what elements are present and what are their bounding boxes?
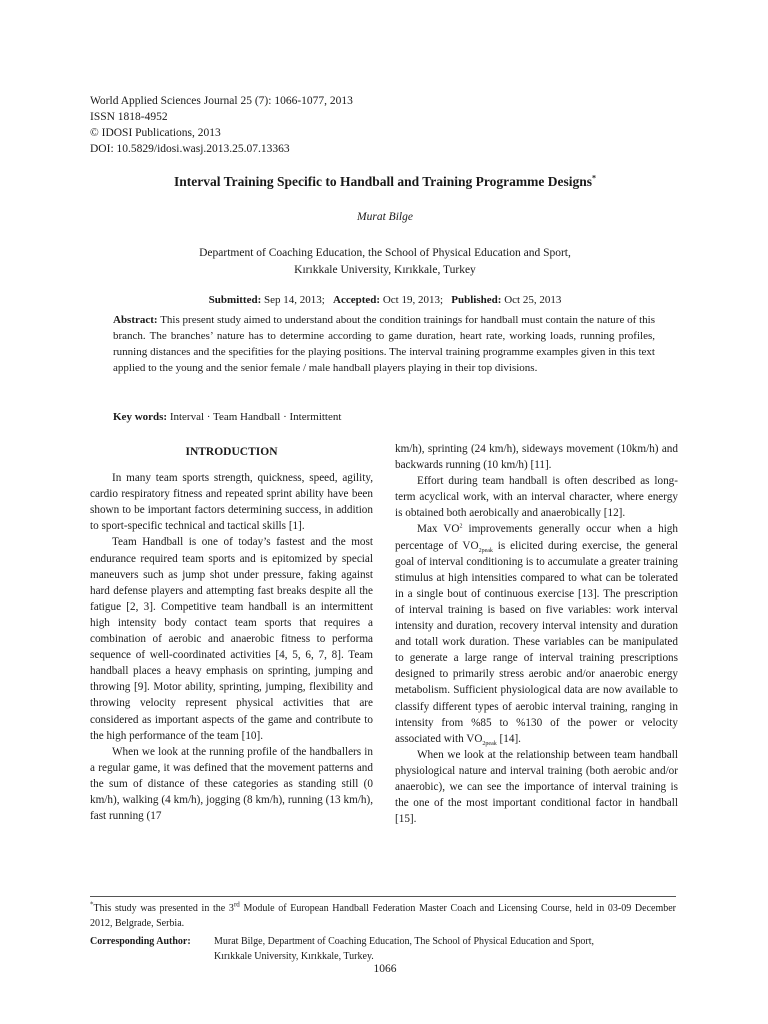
affiliation-line-2: Kırıkkale University, Kırıkkale, Turkey <box>294 264 476 276</box>
corresponding-author-label: Corresponding Author: <box>90 936 191 947</box>
keywords-label: Key words: <box>113 411 168 423</box>
footnote-superscript: rd <box>233 900 240 909</box>
abstract-text: This present study aimed to understand about the condition trainings for handball must contain the nature of this branch. The branches’ nature has to determine according to game duration, heart rate, working loads, running profiles, running distances and the specifities for the playing positions. The interval training programme examples given in this text applied to the young and the senior female / male handball players playing in their top divisions. <box>113 314 655 374</box>
left-column <box>90 441 373 824</box>
paper-title: Interval Training Specific to Handball and Training Programme Designs <box>173 174 593 189</box>
footnote-divider <box>90 896 676 897</box>
keywords-text: Interval · Team Handball · Intermittent <box>167 411 342 423</box>
published-date: Oct 25, 2013 <box>501 294 562 306</box>
paragraph: When we look at the running profile of the handballers in a regular game, it was defined that the movement patterns and the sum of distance of these categories as standing still (0 km/h), walking (4 km/h), jogging (8 km/h), running (13 km/h), fast running (17 <box>90 745 373 823</box>
author-name: Murat Bilge <box>357 211 413 223</box>
subscript: 2peak <box>478 547 493 554</box>
paragraph-vo2 <box>395 521 678 746</box>
publication-dates <box>90 294 680 306</box>
footnote-mark: * <box>90 900 94 909</box>
superscript: 2 <box>459 523 463 530</box>
corresponding-author-line-1: Murat Bilge, Department of Coaching Education, The School of Physical Education and Sport, <box>214 936 595 947</box>
abstract-label: Abstract: <box>113 314 158 326</box>
footnote-text: Module of European Handball Federation Master Coach and Licensing Course, held in 03-09 December 2012, Belgrade, Serbia. <box>90 903 676 929</box>
title-footnote-mark: * <box>592 173 597 183</box>
journal-citation: World Applied Sciences Journal 25 (7): 1066-1077, 2013 <box>90 95 353 107</box>
paragraph-continued: km/h), sprinting (24 km/h), sideways movement (10km/h) and backwards running (10 km/h) [11]. <box>395 443 678 472</box>
subscript: 2peak <box>482 740 497 747</box>
affiliation-line-1: Department of Coaching Education, the School of Physical Education and Sport, <box>199 247 571 259</box>
accepted-label: Accepted: <box>333 294 381 306</box>
submitted-date: Sep 14, 2013; <box>261 294 325 306</box>
right-column <box>395 441 678 827</box>
paragraph: When we look at the relationship between team handball physiological nature and interval training (both aerobic and/or anaerobic), we can see the importance of interval training is the one of the most important conditional factor in handball [15]. <box>395 748 678 826</box>
accepted-date: Oct 19, 2013; <box>380 294 444 306</box>
affiliation <box>90 245 680 279</box>
text-run: Max VO <box>417 523 460 536</box>
corresponding-author-line-2: Kırıkkale University, Kırıkkale, Turkey. <box>214 951 374 962</box>
paragraph: In many team sports strength, quickness, speed, agility, cardio respiratory fitness and repeated sprint ability have been shown to be important factors determining success, in addition to sport-specific technical and tactical skills [1]. <box>90 472 373 533</box>
submitted-label: Submitted: <box>208 294 262 306</box>
page-number: 1066 <box>373 963 397 975</box>
keywords <box>113 411 655 423</box>
paper-title-block <box>90 174 680 190</box>
footnote-text: This study was presented in the 3 <box>93 903 234 914</box>
footnote <box>90 901 676 931</box>
issn: ISSN 1818-4952 <box>90 111 168 123</box>
abstract <box>113 312 655 376</box>
corresponding-author <box>90 934 676 964</box>
journal-header <box>90 93 353 157</box>
doi: DOI: 10.5829/idosi.wasj.2013.25.07.13363 <box>90 143 290 155</box>
text-run: is elicited during exercise, the general goal of interval conditioning is to accumulate a greater training stimulus at high intensities compared to what can be tolerated in a single bout of continuous exercise [13]. The prescription of interval training is based on five variables: work interval intensity and duration, recovery interval intensity and duration and totall work duration. These variables can be manipulated to generate a large range of interval training prescriptions designed to primarily stress aerobic and/or anaerobic energy metabolism. Sufficient physiological data are now available to classify different types of aerobic interval training, ranging in intensity from %85 to %130 of the power or velocity associated with VO <box>395 539 679 745</box>
paragraph: Team Handball is one of today’s fastest and the most endurance required team sports and is epitomized by special maneuvers such as jump shot under pressure, faking against hard defense players and attempting fast breaks despite all the fatigue [2, 3]. Competitive team handball is an intermittent high intensity body contact team sports that requires a combination of aerobic and anaerobic fitness to performa sequence of well-coordinated activities [4, 5, 6, 7, 8]. Team handball places a heavy emphasis on sprinting, jumping and throwing [9]. Motor ability, sprinting, jumping, flexibility and throwing velocity represent physical activities that are considered as important aspects of the game and contribute to the high performance of the team [10]. <box>90 536 373 742</box>
copyright: © IDOSI Publications, 2013 <box>90 127 221 139</box>
published-label: Published: <box>451 294 502 306</box>
text-run: [14]. <box>496 732 521 745</box>
section-heading-introduction: INTRODUCTION <box>185 446 278 458</box>
paragraph: Effort during team handball is often described as long-term acyclical work, with an interval character, where energy is obtained both aerobically and anaerobically [12]. <box>395 475 678 520</box>
text-run: improvements generally occur when a high percentage of VO <box>395 523 678 552</box>
